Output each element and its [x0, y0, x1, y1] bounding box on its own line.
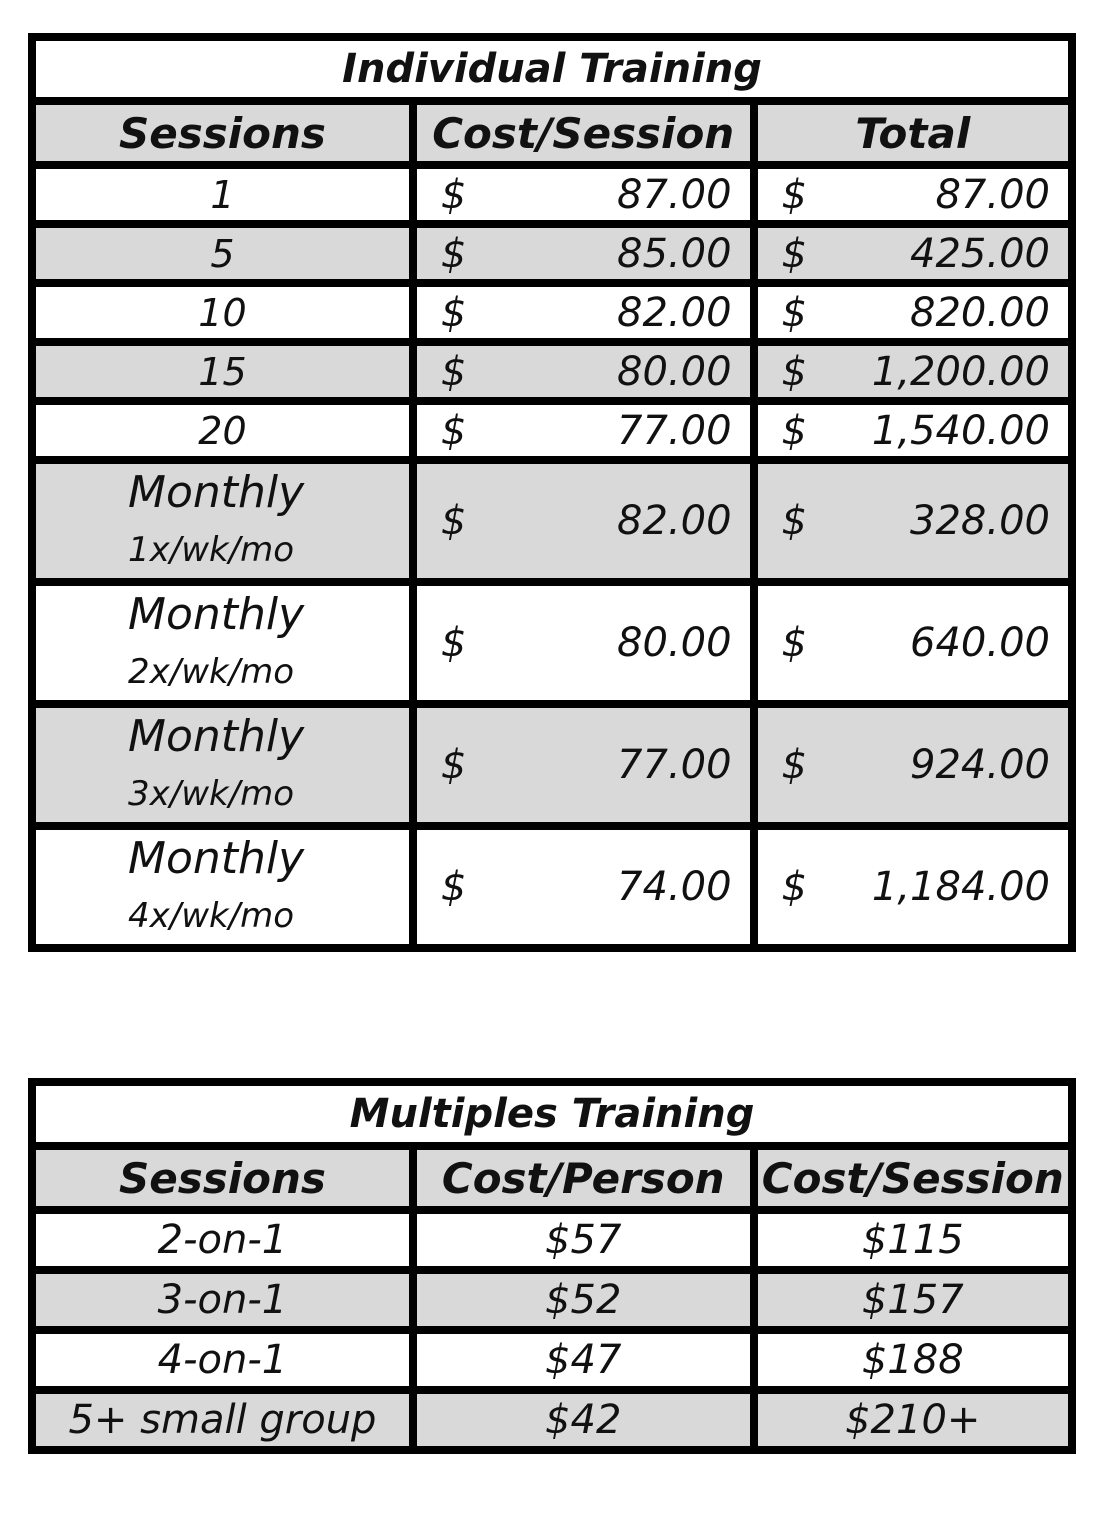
sessions-cell	[32, 460, 413, 582]
cost-session-cell: $210+	[754, 1390, 1072, 1450]
header-sessions: Sessions	[32, 101, 413, 165]
currency-symbol: $	[781, 230, 807, 277]
cost-cell	[413, 826, 754, 948]
table-row	[32, 704, 1072, 826]
total-cell	[754, 165, 1072, 224]
header-total: Total	[754, 101, 1072, 165]
header-cost-session: Cost/Session	[754, 1146, 1072, 1210]
sessions-cell: 5	[32, 224, 413, 283]
total-amount: 87.00	[935, 171, 1050, 218]
table-row	[32, 1210, 1072, 1270]
cost-cell	[413, 224, 754, 283]
cost-amount: 82.00	[617, 289, 732, 336]
table-row	[32, 826, 1072, 948]
sessions-frequency: 4x/wk/mo	[128, 896, 295, 936]
cost-cell	[413, 165, 754, 224]
total-cell	[754, 826, 1072, 948]
sessions-cell: 3-on-1	[32, 1270, 413, 1330]
sessions-label: Monthly	[128, 711, 305, 762]
cost-person-cell: $52	[413, 1270, 754, 1330]
table-row	[32, 1270, 1072, 1330]
currency-symbol: $	[781, 407, 807, 454]
sessions-cell: 4-on-1	[32, 1330, 413, 1390]
total-amount: 924.00	[910, 742, 1050, 788]
cost-cell	[413, 582, 754, 704]
cost-session-cell: $115	[754, 1210, 1072, 1270]
cost-session-cell: $157	[754, 1270, 1072, 1330]
sessions-cell	[32, 704, 413, 826]
table-row	[32, 342, 1072, 401]
header-sessions: Sessions	[32, 1146, 413, 1210]
currency-symbol: $	[781, 620, 807, 666]
header-cost-person: Cost/Person	[413, 1146, 754, 1210]
table-row	[32, 460, 1072, 582]
currency-symbol: $	[440, 171, 467, 218]
total-cell	[754, 283, 1072, 342]
individual-training-table	[28, 33, 1076, 952]
table-row	[32, 283, 1072, 342]
total-cell	[754, 704, 1072, 826]
header-cost-session: Cost/Session	[413, 101, 754, 165]
total-amount: 1,184.00	[871, 864, 1050, 910]
currency-symbol: $	[440, 742, 467, 788]
table-row	[32, 401, 1072, 460]
cost-amount: 82.00	[617, 498, 732, 544]
currency-symbol: $	[781, 864, 807, 910]
currency-symbol: $	[440, 407, 467, 454]
total-cell	[754, 460, 1072, 582]
currency-symbol: $	[440, 864, 467, 910]
currency-symbol: $	[440, 498, 467, 544]
sessions-cell	[32, 826, 413, 948]
cost-amount: 80.00	[617, 348, 732, 395]
cost-cell	[413, 704, 754, 826]
sessions-frequency: 1x/wk/mo	[128, 530, 295, 570]
sessions-label: Monthly	[128, 589, 305, 640]
individual-training-title: Individual Training	[32, 37, 1072, 101]
currency-symbol: $	[781, 348, 807, 395]
cost-cell	[413, 283, 754, 342]
sessions-frequency: 3x/wk/mo	[128, 774, 295, 814]
cost-amount: 77.00	[617, 407, 732, 454]
cost-cell	[413, 401, 754, 460]
multiples-training-table	[28, 1078, 1076, 1454]
total-cell	[754, 582, 1072, 704]
cost-amount: 87.00	[617, 171, 732, 218]
total-amount: 1,200.00	[871, 348, 1050, 395]
cost-person-cell: $57	[413, 1210, 754, 1270]
currency-symbol: $	[781, 289, 807, 336]
total-cell	[754, 224, 1072, 283]
total-amount: 820.00	[910, 289, 1050, 336]
total-amount: 328.00	[910, 498, 1050, 544]
sessions-cell: 5+ small group	[32, 1390, 413, 1450]
table-row	[32, 224, 1072, 283]
cost-amount: 77.00	[617, 742, 732, 788]
cost-amount: 85.00	[617, 230, 732, 277]
sessions-cell: 1	[32, 165, 413, 224]
currency-symbol: $	[440, 230, 467, 277]
table-row	[32, 1330, 1072, 1390]
sessions-cell: 20	[32, 401, 413, 460]
currency-symbol: $	[440, 289, 467, 336]
cost-session-cell: $188	[754, 1330, 1072, 1390]
cost-person-cell: $42	[413, 1390, 754, 1450]
currency-symbol: $	[781, 171, 807, 218]
sessions-label: Monthly	[128, 467, 305, 518]
currency-symbol: $	[440, 348, 467, 395]
table-row	[32, 165, 1072, 224]
cost-amount: 74.00	[617, 864, 732, 910]
total-amount: 425.00	[910, 230, 1050, 277]
total-cell	[754, 401, 1072, 460]
cost-person-cell: $47	[413, 1330, 754, 1390]
multiples-training-title: Multiples Training	[32, 1082, 1072, 1146]
currency-symbol: $	[781, 742, 807, 788]
cost-amount: 80.00	[617, 620, 732, 666]
table-row	[32, 1390, 1072, 1450]
total-cell	[754, 342, 1072, 401]
sessions-cell: 15	[32, 342, 413, 401]
sessions-cell: 10	[32, 283, 413, 342]
sessions-label: Monthly	[128, 833, 305, 884]
currency-symbol: $	[440, 620, 467, 666]
cost-cell	[413, 460, 754, 582]
cost-cell	[413, 342, 754, 401]
total-amount: 640.00	[910, 620, 1050, 666]
currency-symbol: $	[781, 498, 807, 544]
sessions-cell	[32, 582, 413, 704]
total-amount: 1,540.00	[871, 407, 1050, 454]
sessions-cell: 2-on-1	[32, 1210, 413, 1270]
table-row	[32, 582, 1072, 704]
sessions-frequency: 2x/wk/mo	[128, 652, 295, 692]
